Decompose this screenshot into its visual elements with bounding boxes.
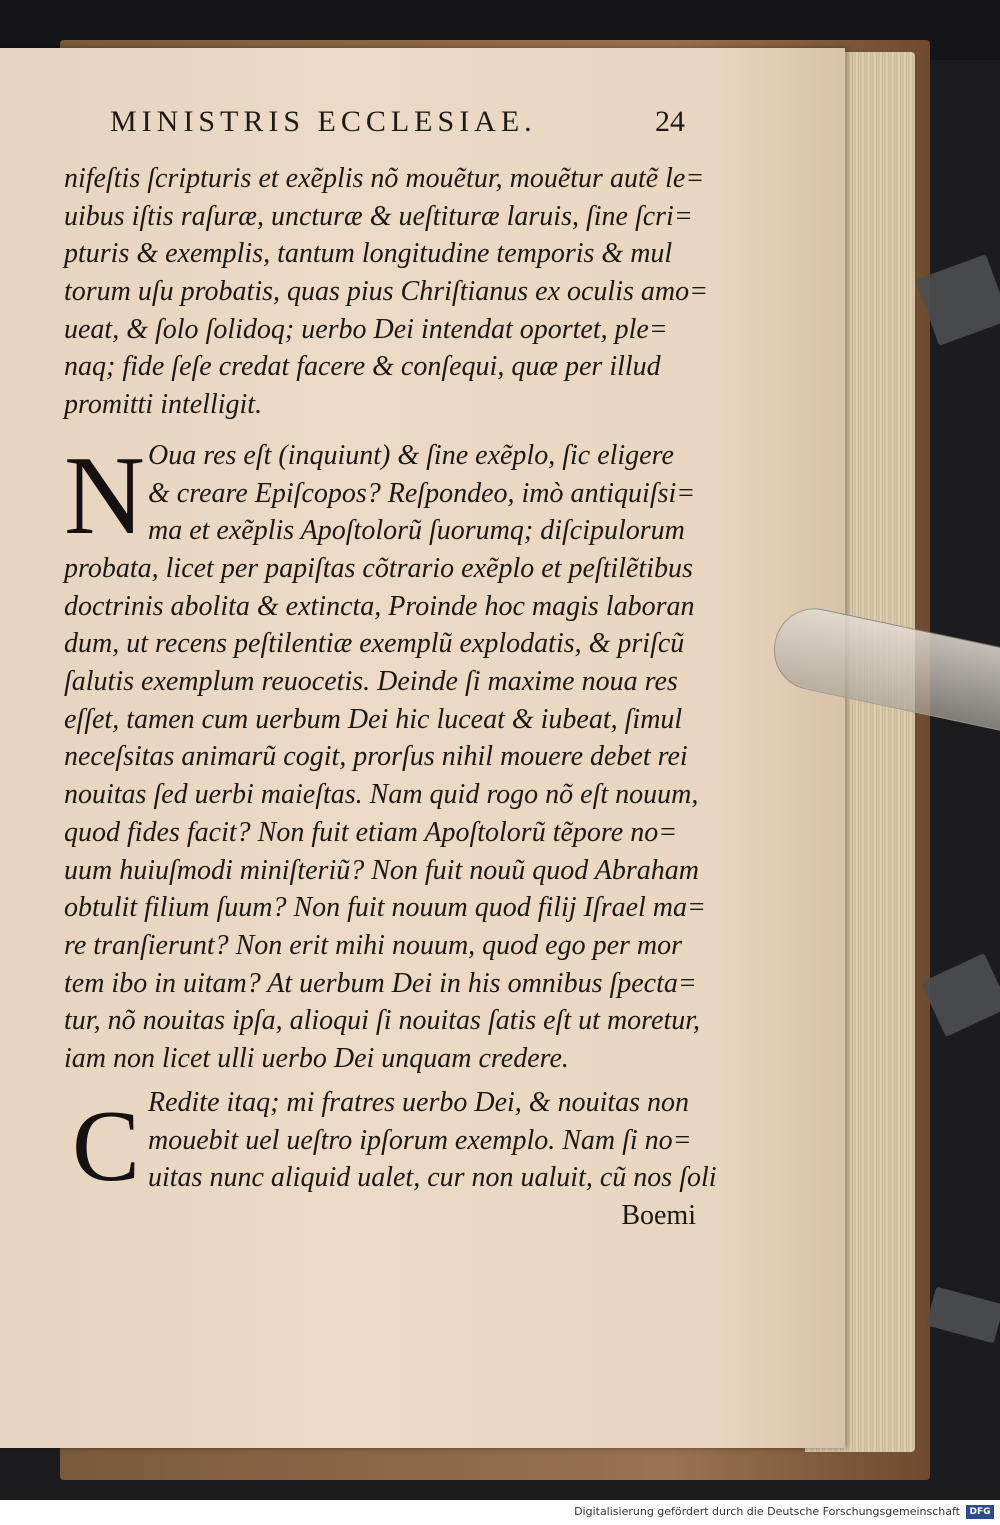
text-line: tur, nõ nouitas ipſa, alioqui ſi nouitas ſatis eſt ut moretur, — [64, 1005, 701, 1037]
dropcap-c: C — [72, 1090, 141, 1203]
text-line: uibus iſtis raſuræ, uncturæ & ueſtituræ laruis, ſine ſcri= — [64, 200, 693, 232]
text-line: torum uſu probatis, quas pius Chriſtianus ex oculis amo= — [64, 276, 708, 308]
text-line: uitas nunc aliquid ualet, cur non ualuit, cũ nos ſoli — [148, 1162, 717, 1194]
text-line: ma et exẽplis Apoſtolorũ ſuorumq; diſcipulorum — [148, 515, 685, 547]
paragraph-2-indented — [148, 437, 708, 550]
text-line: tem ibo in uitam? At uerbum Dei in his omnibus ſpecta= — [64, 967, 697, 999]
text-line: iam non licet ulli uerbo Dei unquam credere. — [64, 1042, 569, 1074]
ribbon-tie-bottom — [926, 1287, 1000, 1344]
dfg-logo-icon: DFG — [966, 1505, 994, 1519]
page-number: 24 — [655, 105, 685, 138]
text-line: pturis & exemplis, tantum longitudine temporis & mul — [64, 238, 673, 270]
text-line: obtulit filium ſuum? Non fuit nouum quod filij Iſrael ma= — [64, 892, 706, 924]
text-line: Redite itaq; mi fratres uerbo Dei, & nouitas non — [148, 1087, 690, 1118]
text-line: probata, licet per papiſtas cõtrario exẽplo et peſtilẽtibus — [64, 553, 693, 584]
paragraph-3-indented — [148, 1084, 717, 1197]
page-header — [110, 105, 685, 145]
text-line: doctrinis abolita & extincta, Proinde hoc magis laboran — [64, 590, 695, 622]
text-line: re tranſierunt? Non erit mihi nouum, quod ego per mor — [64, 929, 683, 961]
text-line: Oua res eſt (inquiunt) & ſine exẽplo, ſic eligere — [148, 440, 674, 471]
text-line: uum huiuſmodi miniſteriũ? Non fuit nouũ quod Abraham — [64, 854, 699, 886]
text-line: mouebit uel ueſtro ipſorum exemplo. Nam ſi no= — [148, 1124, 692, 1156]
text-line: naq; fide ſeſe credat facere & conſequi, quæ per illud — [64, 351, 661, 383]
text-line: & creare Epiſcopos? Reſpondeo, imò antiquiſsi= — [148, 477, 696, 509]
catchword: Boemi — [621, 1200, 696, 1231]
footer-bar — [0, 1500, 1000, 1525]
text-line: quod fides facit? Non fuit etiam Apoſtolorũ tẽpore no= — [64, 816, 678, 848]
text-line: promitti intelligit. — [64, 389, 263, 421]
text-line: eſſet, tamen cum uerbum Dei hic luceat & iubeat, ſimul — [64, 703, 683, 735]
text-line: neceſsitas animarũ cogit, prorſus nihil mouere debet rei — [64, 741, 688, 773]
text-line: ſalutis exemplum reuocetis. Deinde ſi maxime noua res — [64, 666, 678, 698]
text-line: ueat, & ſolo ſolidoq; uerbo Dei intendat oportet, ple= — [64, 313, 668, 345]
ribbon-tie-lower — [921, 953, 1000, 1037]
catchword-block — [148, 1197, 696, 1235]
funding-credit: Digitalisierung gefördert durch die Deutsche Forschungsgemeinschaft — [574, 1505, 960, 1518]
text-line: dum, ut recens peſtilentiæ exemplũ explodatis, & priſcũ — [64, 628, 685, 660]
text-line: nifeſtis ſcripturis et exẽplis nõ mouẽtur, mouẽtur autẽ le= — [64, 163, 705, 194]
dropcap-n: N — [64, 434, 145, 558]
text-line: nouitas ſed uerbi maieſtas. Nam quid rogo nõ eſt nouum, — [64, 779, 699, 811]
running-title: MINISTRIS ECCLESIAE. — [110, 105, 537, 138]
paragraph-2 — [64, 550, 704, 1078]
paragraph-1 — [64, 160, 708, 424]
